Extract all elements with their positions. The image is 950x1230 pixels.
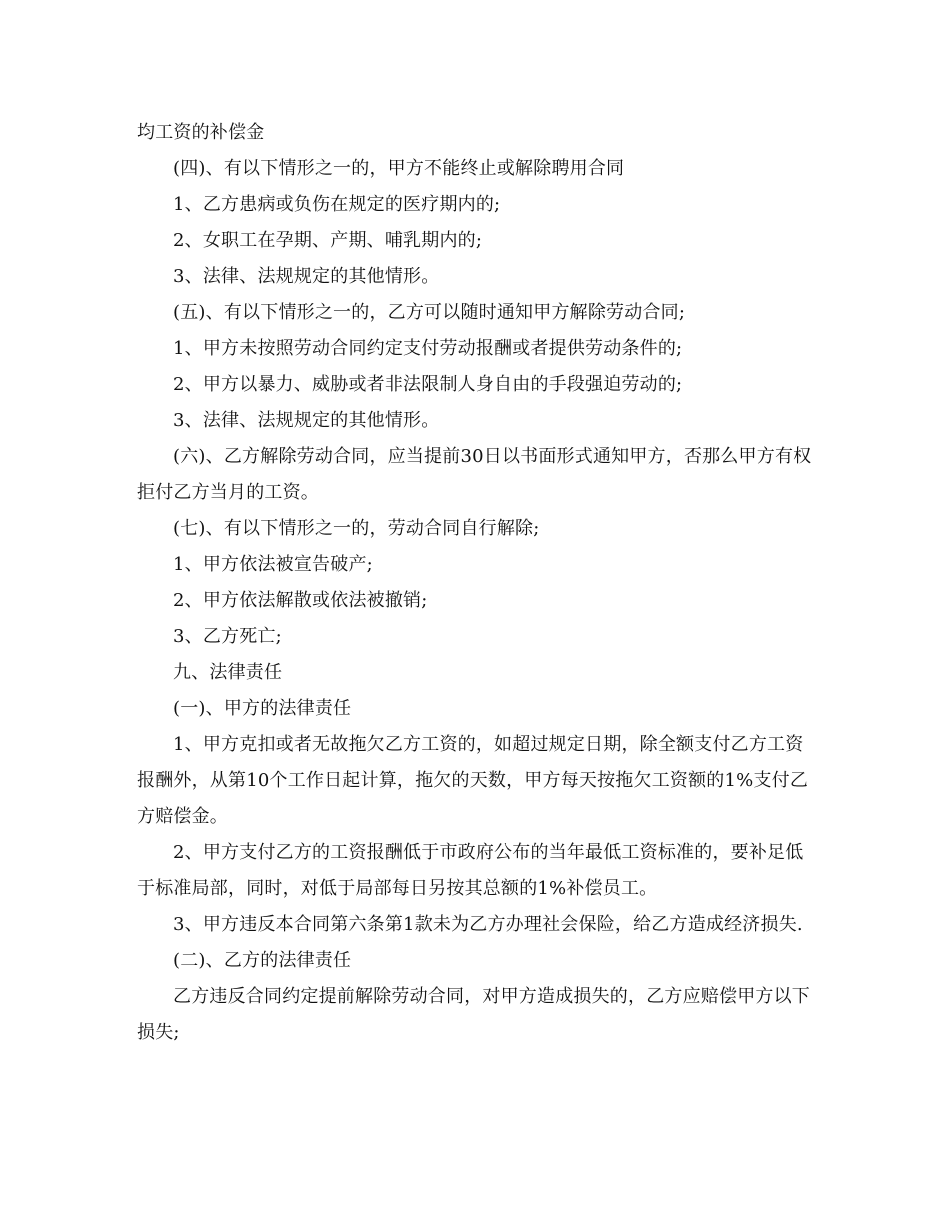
paragraph-section-4-item-2: 2、女职工在孕期、产期、哺乳期内的;	[173, 230, 483, 251]
paragraph-liability-party-a-heading: (一)、甲方的法律责任	[173, 698, 352, 719]
paragraph-section-4-item-3: 3、法律、法规规定的其他情形。	[173, 266, 440, 287]
paragraph-section-7-item-1: 1、甲方依法被宣告破产;	[173, 554, 373, 575]
paragraph-liability-party-b-body: 乙方违反合同约定提前解除劳动合同，对甲方造成损失的，乙方应赔偿甲方以下损失;	[137, 986, 810, 1043]
paragraph-liability-party-a-item-1: 1、甲方克扣或者无故拖欠乙方工资的，如超过规定日期，除全额支付乙方工资报酬外，从第10个工作日起计算，拖欠的天数，甲方每天按拖欠工资额的1%支付乙方赔偿金。	[137, 734, 809, 827]
document-body	[137, 115, 819, 1051]
paragraph-section-5-item-1: 1、甲方未按照劳动合同约定支付劳动报酬或者提供劳动条件的;	[173, 338, 683, 359]
paragraph-section-4-item-1: 1、乙方患病或负伤在规定的医疗期内的;	[173, 194, 501, 215]
paragraph-chapter-9-heading: 九、法律责任	[173, 662, 283, 683]
paragraph-liability-party-b-heading: (二)、乙方的法律责任	[173, 950, 352, 971]
paragraph-liability-party-a-item-2: 2、甲方支付乙方的工资报酬低于市政府公布的当年最低工资标准的，要补足低于标准局部，同时，对低于局部每日另按其总额的1%补偿员工。	[137, 842, 804, 899]
paragraph-section-5-item-3: 3、法律、法规规定的其他情形。	[173, 410, 440, 431]
paragraph-section-7-item-2: 2、甲方依法解散或依法被撤销;	[173, 590, 428, 611]
paragraph-section-6: (六)、乙方解除劳动合同，应当提前30日以书面形式通知甲方，否那么甲方有权拒付乙方当月的工资。	[137, 446, 812, 503]
paragraph-section-5-heading: (五)、有以下情形之一的，乙方可以随时通知甲方解除劳动合同;	[173, 302, 686, 323]
paragraph-liability-party-a-item-3: 3、甲方违反本合同第六条第1款未为乙方办理社会保险，给乙方造成经济损失.	[173, 914, 803, 935]
paragraph-continuation: 均工资的补偿金	[137, 122, 265, 143]
paragraph-section-7-heading: (七)、有以下情形之一的，劳动合同自行解除;	[173, 518, 540, 539]
paragraph-section-5-item-2: 2、甲方以暴力、威胁或者非法限制人身自由的手段强迫劳动的;	[173, 374, 683, 395]
paragraph-section-4-heading: (四)、有以下情形之一的，甲方不能终止或解除聘用合同	[173, 158, 625, 179]
paragraph-section-7-item-3: 3、乙方死亡;	[173, 626, 282, 647]
